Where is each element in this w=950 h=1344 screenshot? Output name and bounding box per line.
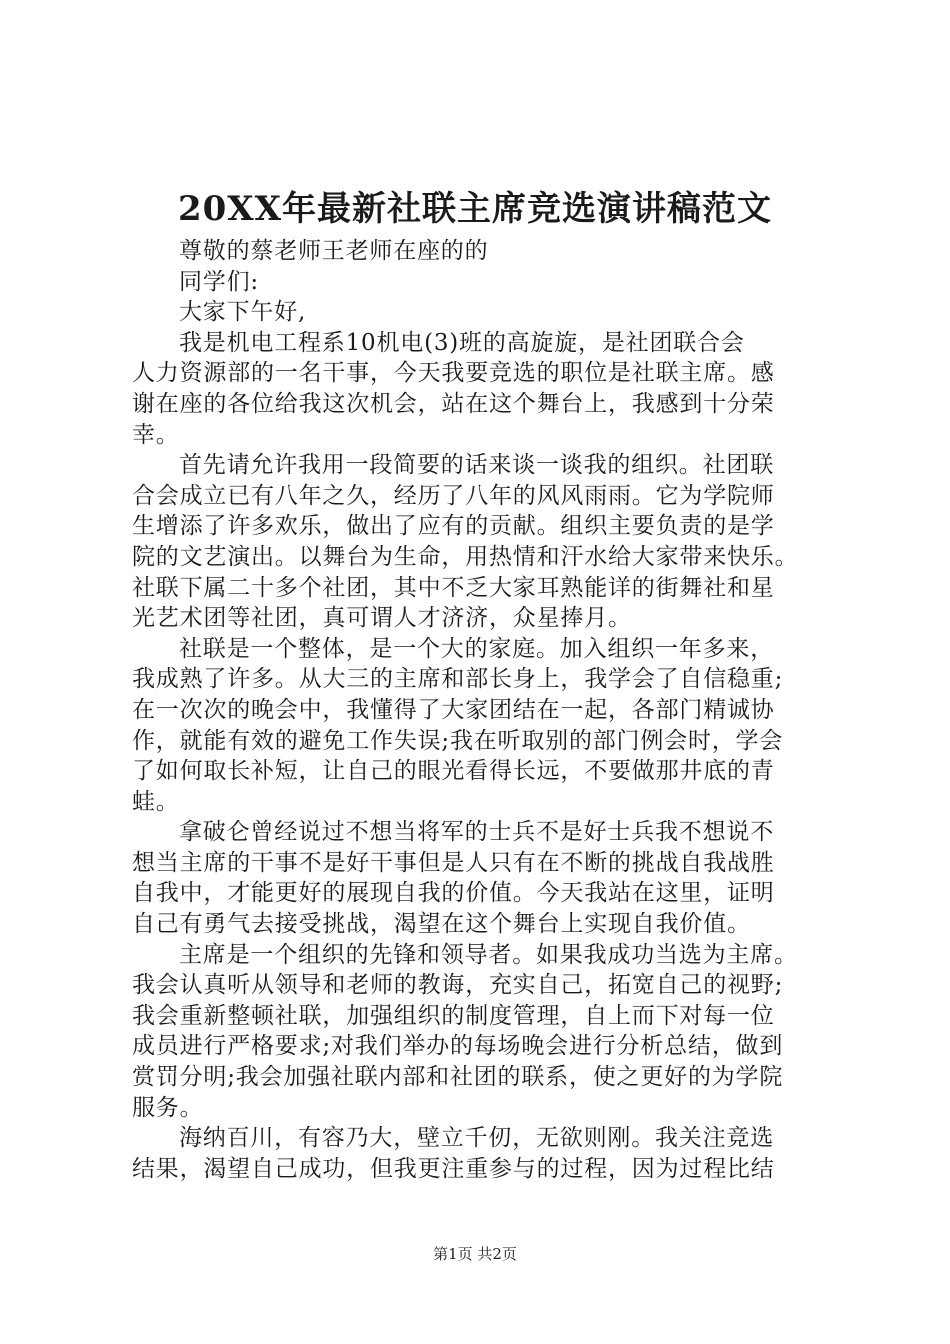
body-line: 谢在座的各位给我这次机会，站在这个舞台上，我感到十分荣 [132,390,775,417]
document-title: 20XX年最新社联主席竞选演讲稿范文 [177,189,773,229]
body-line: 生增添了许多欢乐，做出了应有的贡献。组织主要负责的是学 [132,513,775,540]
body-line: 同学们: [179,268,259,295]
body-line: 社联下属二十多个社团，其中不乏大家耳熟能详的街舞社和星 [132,574,775,601]
body-line: 人力资源部的一名干事，今天我要竞选的职位是社联主席。感 [132,360,775,387]
document-body [132,236,832,1184]
body-line: 我会重新整顿社联，加强组织的制度管理，自上而下对每一位 [132,1002,775,1029]
body-line: 服务。 [132,1094,204,1121]
body-line: 成员进行严格要求;对我们举办的每场晚会进行分析总结，做到 [132,1033,784,1060]
body-line: 我会认真听从领导和老师的教诲，充实自己，拓宽自己的视野; [132,972,784,999]
body-line: 幸。 [132,421,180,448]
body-line: 大家下午好, [179,299,307,326]
body-line: 在一次次的晚会中，我懂得了大家团结在一起，各部门精诚协 [132,696,775,723]
body-line: 拿破仑曾经说过不想当将军的士兵不是好士兵我不想说不 [179,819,774,846]
body-line: 结果，渴望自己成功，但我更注重参与的过程，因为过程比结 [132,1155,775,1182]
body-line: 自己有勇气去接受挑战，渴望在这个舞台上实现自我价值。 [132,911,751,938]
body-line: 海纳百川，有容乃大，壁立千仞，无欲则刚。我关注竞选 [179,1125,774,1152]
body-line: 尊敬的蔡老师王老师在座的的 [179,238,489,264]
page-footer: 第1页 共2页 [433,1245,517,1263]
body-line: 我成熟了许多。从大三的主席和部长身上，我学会了自信稳重; [132,666,784,693]
body-line: 了如何取长补短，让自己的眼光看得长远，不要做那井底的青 [132,758,775,785]
body-line: 赏罚分明;我会加强社联内部和社团的联系，使之更好的为学院 [132,1064,784,1091]
body-line: 首先请允许我用一段简要的话来谈一谈我的组织。社团联 [179,452,774,479]
body-line: 合会成立已有八年之久，经历了八年的风风雨雨。它为学院师 [132,482,775,509]
body-line: 我是机电工程系10机电(3)班的高旋旋，是社团联合会 [179,329,745,356]
body-line: 自我中，才能更好的展现自我的价值。今天我站在这里，证明 [132,880,775,907]
body-line: 想当主席的干事不是好干事但是人只有在不断的挑战自我战胜 [132,849,775,876]
body-line: 院的文艺演出。以舞台为生命，用热情和汗水给大家带来快乐。 [132,543,799,570]
body-line: 社联是一个整体，是一个大的家庭。加入组织一年多来， [179,635,774,662]
body-line: 主席是一个组织的先锋和领导者。如果我成功当选为主席。 [179,941,798,968]
body-line: 蛙。 [132,788,180,815]
body-line: 作，就能有效的避免工作失误;我在听取别的部门例会时，学会 [132,727,784,754]
body-line: 光艺术团等社团，真可谓人才济济，众星捧月。 [132,605,632,632]
